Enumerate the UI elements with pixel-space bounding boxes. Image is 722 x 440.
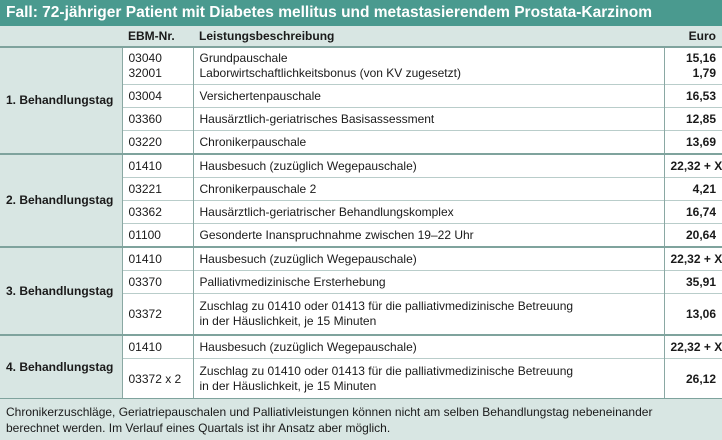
euro-amount: [664, 178, 722, 201]
ebm-number: [122, 271, 193, 294]
table-body: [0, 47, 722, 399]
treatment-day-label: 3. Behandlungstag: [0, 247, 122, 335]
euro-amount-line: 15,16: [685, 51, 716, 65]
ebm-number-line: 03360: [128, 111, 162, 126]
header-ebm: EBM-Nr.: [122, 26, 193, 47]
euro-amount-line: 22,32 + X: [670, 339, 722, 354]
ebm-number: [122, 335, 193, 359]
euro-amount-line: 20,64: [685, 227, 716, 242]
ebm-number: [122, 85, 193, 108]
ebm-number-line: 03221: [128, 181, 162, 196]
euro-amount: [664, 294, 722, 336]
ebm-number: [122, 294, 193, 336]
ebm-number: [122, 359, 193, 400]
euro-amount: [664, 201, 722, 224]
euro-amount: [664, 154, 722, 178]
service-description-line: Hausärztlich-geriatrisches Basisassessment: [199, 111, 435, 126]
footnote: [0, 398, 722, 440]
header-row: [0, 26, 722, 47]
service-description-line: Palliativmedizinische Ersterhebung: [199, 274, 386, 289]
service-description: [193, 201, 664, 224]
service-description: [193, 108, 664, 131]
ebm-number: [122, 108, 193, 131]
euro-amount: [664, 224, 722, 248]
ebm-number: [122, 154, 193, 178]
ebm-number-line: 03040: [128, 51, 162, 65]
service-description: [193, 247, 664, 271]
ebm-number-line: 03362: [128, 204, 162, 219]
service-description: [193, 178, 664, 201]
ebm-number-line: 01410: [128, 158, 162, 173]
service-description-line: Hausbesuch (zuzüglich Wegepauschale): [199, 251, 417, 266]
ebm-number-line: 01100: [128, 227, 161, 242]
ebm-number: [122, 131, 193, 155]
euro-amount-line: 22,32 + X: [670, 158, 722, 173]
table-row: [0, 247, 722, 271]
euro-amount-line: 16,53: [685, 88, 716, 103]
billing-table: [0, 26, 722, 399]
ebm-number-line: 03372: [128, 306, 162, 321]
service-description: [193, 359, 664, 400]
service-description: [193, 47, 664, 85]
ebm-number-line: 01410: [128, 251, 162, 266]
service-description: [193, 131, 664, 155]
service-description-line: Gesonderte Inanspruchnahme zwischen 19–22 Uhr: [199, 227, 474, 242]
service-description-line: Hausbesuch (zuzüglich Wegepauschale): [199, 158, 417, 173]
euro-amount: [664, 247, 722, 271]
euro-amount-line: 22,32 + X: [670, 251, 722, 266]
footnote-line: Chronikerzuschläge, Geriatriepauschalen und Palliativleistungen können nicht am selben Behandlungstag nebeneinander: [6, 405, 653, 419]
service-description-line: Zuschlag zu 01410 oder 01413 für die palliativmedizinische Betreuung: [199, 364, 574, 378]
euro-amount-line: 13,69: [685, 134, 716, 149]
euro-amount: [664, 271, 722, 294]
service-description-line: in der Häuslichkeit, je 15 Minuten: [199, 379, 377, 393]
service-description: [193, 154, 664, 178]
treatment-day-label: 2. Behandlungstag: [0, 154, 122, 247]
euro-amount: [664, 85, 722, 108]
service-description: [193, 294, 664, 336]
service-description: [193, 335, 664, 359]
treatment-day-label: 1. Behandlungstag: [0, 47, 122, 154]
service-description: [193, 85, 664, 108]
ebm-number-line: 03220: [128, 134, 162, 149]
service-description-line: Zuschlag zu 01410 oder 01413 für die palliativmedizinische Betreuung: [199, 299, 574, 313]
euro-amount: [664, 47, 722, 85]
euro-amount-line: 1,79: [692, 66, 716, 80]
ebm-number: [122, 201, 193, 224]
ebm-number-line: 32001: [128, 66, 162, 80]
euro-amount-line: 4,21: [692, 181, 716, 196]
header-description: Leistungsbeschreibung: [193, 26, 664, 47]
ebm-number: [122, 178, 193, 201]
euro-amount: [664, 131, 722, 155]
table-row: [0, 154, 722, 178]
treatment-day-label: 4. Behandlungstag: [0, 335, 122, 399]
header-day: [0, 26, 122, 47]
ebm-number-line: 01410: [128, 339, 162, 354]
service-description: [193, 271, 664, 294]
service-description-line: Grundpauschale: [199, 51, 288, 65]
table-row: [0, 47, 722, 85]
ebm-number-line: 03370: [128, 274, 162, 289]
euro-amount-line: 26,12: [685, 371, 716, 386]
euro-amount-line: 13,06: [685, 306, 716, 321]
service-description-line: Hausbesuch (zuzüglich Wegepauschale): [199, 339, 417, 354]
ebm-number: [122, 224, 193, 248]
euro-amount-line: 12,85: [685, 111, 716, 126]
euro-amount-line: 35,91: [685, 274, 716, 289]
euro-amount: [664, 335, 722, 359]
footnote-line: berechnet werden. Im Verlauf eines Quartals ist ihr Ansatz aber möglich.: [6, 421, 391, 435]
service-description-line: Hausärztlich-geriatrischer Behandlungskomplex: [199, 204, 454, 219]
euro-amount: [664, 108, 722, 131]
service-description: [193, 224, 664, 248]
table-title: Fall: 72-jähriger Patient mit Diabetes mellitus und metastasierendem Prostata-Karzinom: [0, 0, 722, 26]
service-description-line: Versichertenpauschale: [199, 88, 321, 103]
service-description-line: Chronikerpauschale: [199, 134, 307, 149]
euro-amount: [664, 359, 722, 400]
ebm-number: [122, 47, 193, 85]
service-description-line: in der Häuslichkeit, je 15 Minuten: [199, 314, 377, 328]
table-row: [0, 335, 722, 359]
header-euro: Euro: [664, 26, 722, 47]
service-description-line: Laborwirtschaftlichkeitsbonus (von KV zugesetzt): [199, 66, 461, 80]
ebm-number: [122, 247, 193, 271]
service-description-line: Chronikerpauschale 2: [199, 181, 317, 196]
ebm-number-line: 03372 x 2: [128, 371, 182, 386]
ebm-number-line: 03004: [128, 88, 162, 103]
euro-amount-line: 16,74: [685, 204, 716, 219]
